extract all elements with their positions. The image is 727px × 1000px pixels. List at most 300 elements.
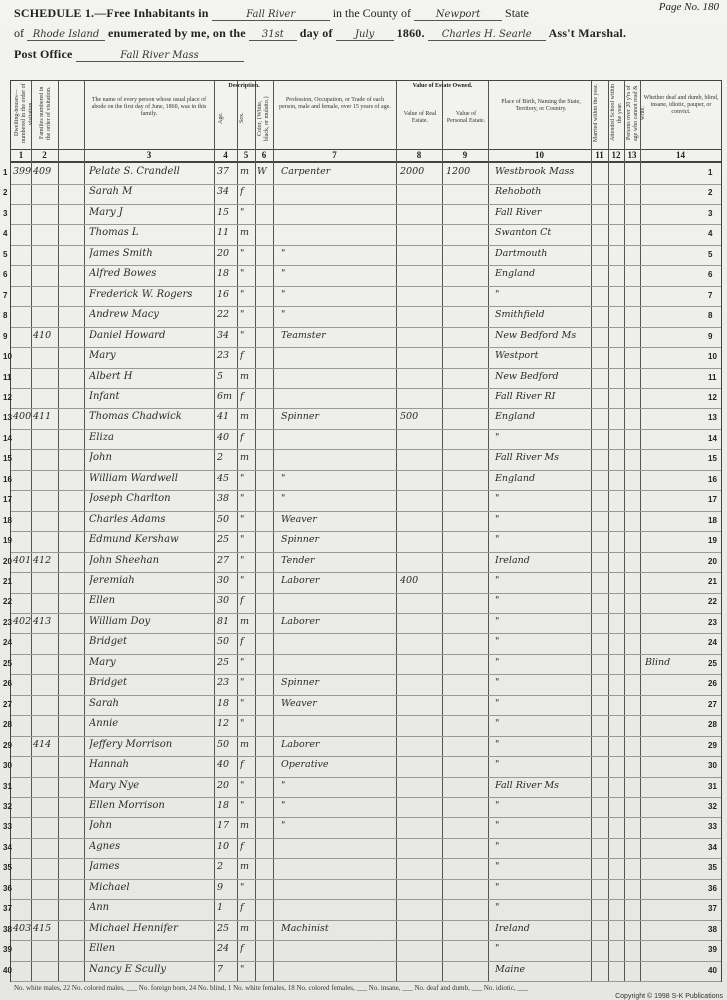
cell-name: Hannah [89, 759, 129, 771]
line-number-right: 30 [708, 761, 717, 771]
line-number-right: 17 [708, 495, 717, 505]
line-number: 27 [3, 699, 12, 709]
cell-color: W [257, 166, 267, 177]
cell-sex: " [240, 513, 245, 525]
line-number-right: 4 [708, 229, 713, 239]
table-row [3, 961, 721, 983]
cell-occ: " [281, 247, 286, 259]
col-header-real-estate: Value of Real Estate. [403, 111, 437, 124]
table-row [3, 756, 721, 778]
post-office-field: Fall River Mass [76, 50, 244, 62]
town-field: Fall River [212, 9, 330, 21]
col-header-school: Attended School within the year. [610, 84, 623, 142]
cell-real: 500 [400, 411, 419, 423]
cell-name: Sarah M [89, 186, 133, 198]
cell-birth: Fall River [495, 206, 542, 218]
header-line-3 [14, 47, 244, 62]
cell-birth: Swanton Ct [495, 227, 552, 239]
cell-occ: " [281, 799, 286, 811]
line-number-right: 38 [708, 924, 717, 934]
cell-name: Andrew Macy [89, 309, 159, 321]
cell-name: Daniel Howard [89, 329, 166, 341]
cell-birth: " [495, 697, 500, 709]
cell-age: 6m [217, 390, 233, 402]
line-number: 23 [3, 617, 12, 627]
col-header-age: Age. [218, 112, 224, 124]
of-label: of [14, 26, 24, 40]
cell-sex: f [240, 186, 244, 198]
cell-occ: " [281, 268, 286, 280]
cell-dw: 399 [13, 166, 31, 177]
line-number-right: 2 [708, 188, 713, 198]
table-row [3, 306, 721, 328]
cell-age: 2 [217, 452, 224, 464]
line-number-right: 1 [708, 168, 713, 177]
line-number-right: 9 [708, 331, 713, 341]
cell-name: William Wardwell [89, 472, 178, 484]
cell-name: Bridget [89, 677, 128, 689]
cell-sex: f [240, 431, 244, 443]
cell-real: 2000 [400, 166, 425, 177]
cell-occ: Machinist [281, 922, 329, 934]
month-field: July [336, 29, 394, 41]
line-number: 34 [3, 842, 12, 852]
table-row [3, 531, 721, 553]
line-number: 40 [3, 965, 12, 975]
cell-occ: Carpenter [281, 166, 331, 177]
table-row [3, 265, 721, 287]
table-row [3, 695, 721, 717]
line-number-right: 25 [708, 658, 717, 668]
line-number-right: 28 [708, 720, 717, 730]
cell-name: Infant [89, 390, 120, 402]
table-row [3, 940, 721, 962]
cell-sex: f [240, 759, 244, 771]
line-number: 31 [3, 781, 12, 791]
line-number: 15 [3, 454, 12, 464]
cell-age: 40 [217, 431, 230, 443]
cell-fam: 410 [33, 329, 52, 341]
line-number-right: 35 [708, 863, 717, 873]
line-number-right: 3 [708, 208, 713, 218]
line-number: 4 [3, 229, 8, 239]
table-row [3, 817, 721, 839]
cell-name: Frederick W. Rogers [89, 288, 193, 300]
col-header-name: The name of every person whose usual place of abode on the first day of June, 1860, was in this family. [91, 97, 207, 117]
line-number-right: 12 [708, 392, 717, 402]
line-number-right: 36 [708, 883, 717, 893]
cell-sex: " [240, 554, 245, 566]
table-row [3, 674, 721, 696]
cell-sex: " [240, 288, 245, 300]
cell-occ: Laborer [281, 615, 320, 627]
cell-sex: " [240, 247, 245, 259]
cell-name: John [89, 452, 112, 464]
line-number-right: 14 [708, 433, 717, 443]
col-header-color: Color, {White, black, or mulatto.} [257, 95, 270, 141]
cell-occ: Teamster [281, 329, 326, 341]
cell-age: 18 [217, 268, 230, 280]
state-label: State [505, 6, 530, 20]
line-number: 29 [3, 740, 12, 750]
cell-name: Jeremiah [89, 575, 135, 586]
cell-sex: " [240, 493, 245, 505]
cell-name: Michael Hennifer [89, 922, 178, 934]
cell-birth: " [495, 431, 500, 443]
cell-birth: " [495, 840, 500, 852]
cell-age: 11 [217, 227, 230, 239]
cell-deaf: Blind [645, 656, 671, 668]
line-number-right: 7 [708, 290, 713, 300]
header-line-2 [14, 26, 626, 41]
cell-birth: " [495, 759, 500, 771]
table-row [3, 286, 721, 308]
cell-birth: " [495, 881, 500, 893]
table-row [3, 224, 721, 246]
cell-occ: " [281, 472, 286, 484]
cell-pers: 1200 [446, 166, 471, 177]
line-number: 19 [3, 536, 12, 546]
cell-birth: " [495, 718, 500, 730]
cell-name: Pelate S. Crandell [89, 166, 180, 177]
line-number: 24 [3, 638, 12, 648]
cell-birth: " [495, 288, 500, 300]
cell-name: Mary [89, 656, 116, 668]
table-row [3, 552, 721, 574]
cell-age: 38 [217, 493, 230, 505]
cell-age: 2 [217, 861, 224, 873]
cell-age: 25 [217, 534, 230, 546]
cell-fam: 412 [33, 554, 52, 566]
cell-sex: m [240, 452, 250, 464]
cell-age: 20 [217, 247, 230, 259]
cell-age: 30 [217, 575, 230, 586]
line-number: 14 [3, 433, 12, 443]
cell-birth: " [495, 534, 500, 546]
cell-age: 25 [217, 656, 230, 668]
line-number: 38 [3, 924, 12, 934]
line-number-right: 23 [708, 617, 717, 627]
cell-name: Albert H [89, 370, 133, 382]
cell-sex: f [240, 390, 244, 402]
cell-occ: " [281, 309, 286, 321]
col-header-deaf-blind: Whether deaf and dumb, blind, insane, idiotic, pauper, or convict. [643, 95, 719, 115]
cell-sex: m [240, 738, 250, 750]
table-row [3, 368, 721, 390]
cell-age: 18 [217, 799, 230, 811]
cell-sex: " [240, 799, 245, 811]
cell-name: Annie [89, 718, 119, 730]
cell-age: 17 [217, 820, 230, 832]
cell-name: Jeffery Morrison [89, 738, 173, 750]
line-number: 39 [3, 945, 12, 955]
county-label: in the County of [332, 6, 412, 20]
col-number: 9 [462, 150, 468, 160]
line-number: 13 [3, 413, 12, 423]
line-number-right: 11 [708, 372, 717, 382]
cell-birth: " [495, 943, 500, 955]
cell-name: Edmund Kershaw [89, 534, 179, 546]
cell-occ: Spinner [281, 411, 320, 423]
line-number: 5 [3, 249, 8, 259]
cell-age: 25 [217, 922, 230, 934]
col-header-birthplace: Place of Birth, Naming the State, Territory, or Country. [501, 99, 581, 112]
cell-name: John Sheehan [89, 554, 160, 566]
table-row [3, 470, 721, 492]
cell-birth: Westbrook Mass [495, 166, 575, 177]
line-number: 30 [3, 761, 12, 771]
cell-name: William Doy [89, 615, 151, 627]
line-number: 3 [3, 208, 8, 218]
cell-sex: m [240, 411, 250, 423]
line-number-right: 31 [708, 781, 717, 791]
col-number: 10 [535, 150, 544, 160]
cell-sex: " [240, 718, 245, 730]
post-office-label: Post Office [14, 47, 73, 61]
table-row [3, 899, 721, 921]
table-row [3, 777, 721, 799]
line-number: 18 [3, 515, 12, 525]
line-number: 20 [3, 556, 12, 566]
cell-sex: " [240, 575, 245, 586]
table-row [3, 838, 721, 860]
cell-occ: Weaver [281, 697, 317, 709]
table-row [3, 490, 721, 512]
col-group-estate: Value of Estate Owned. [412, 83, 473, 89]
cell-age: 20 [217, 779, 230, 791]
cell-sex: m [240, 166, 250, 177]
col-number: 5 [243, 150, 249, 160]
col-number: 14 [676, 150, 685, 160]
line-number-right: 18 [708, 515, 717, 525]
table-row [3, 449, 721, 471]
table-row [3, 715, 721, 737]
cell-age: 50 [217, 738, 230, 750]
cell-sex: " [240, 472, 245, 484]
line-number-right: 8 [708, 311, 713, 321]
schedule-title: SCHEDULE 1.—Free Inhabitants in [14, 6, 209, 20]
cell-age: 7 [217, 963, 224, 975]
cell-name: Bridget [89, 636, 128, 648]
line-number: 7 [3, 290, 8, 300]
table-row [3, 429, 721, 451]
cell-birth: " [495, 861, 500, 873]
cell-birth: " [495, 595, 500, 607]
line-number-right: 6 [708, 270, 713, 280]
line-number-right: 26 [708, 679, 717, 689]
page-number: Page No. 180 [658, 1, 719, 13]
cell-sex: m [240, 922, 250, 934]
cell-age: 81 [217, 615, 230, 627]
col-number: 12 [611, 150, 621, 160]
cell-age: 23 [217, 677, 230, 689]
cell-birth: Fall River RI [495, 390, 556, 402]
table-row [3, 183, 721, 205]
col-number: 1 [18, 150, 24, 160]
col-number: 3 [146, 150, 152, 160]
cell-sex: m [240, 370, 250, 382]
cell-name: Agnes [89, 840, 121, 852]
line-number: 17 [3, 495, 12, 505]
col-number: 6 [261, 150, 267, 160]
cell-name: Mary Nye [89, 779, 140, 791]
cell-name: James Smith [89, 247, 153, 259]
cell-occ: " [281, 493, 286, 505]
cell-birth: Rehoboth [495, 186, 542, 198]
cell-age: 50 [217, 636, 230, 648]
cell-birth: " [495, 575, 500, 586]
col-header-married: Married within the year. [593, 84, 599, 142]
cell-occ: Laborer [281, 738, 320, 750]
cell-sex: " [240, 779, 245, 791]
table-row [3, 408, 721, 430]
cell-birth: Smithfield [495, 309, 545, 321]
cell-birth: New Bedford [495, 370, 559, 382]
cell-sex: f [240, 350, 244, 362]
table-row [3, 736, 721, 758]
cell-name: John [89, 820, 112, 832]
cell-birth: Fall River Ms [495, 452, 560, 464]
cell-age: 45 [217, 472, 230, 484]
cell-birth: Fall River Ms [495, 779, 560, 791]
cell-age: 16 [217, 288, 230, 300]
cell-age: 34 [217, 186, 230, 198]
cell-age: 37 [217, 166, 230, 177]
cell-name: Eliza [89, 431, 114, 443]
cell-name: Ann [89, 902, 110, 914]
cell-name: Sarah [89, 697, 119, 709]
marshal-field: Charles H. Searle [428, 29, 546, 41]
line-number: 33 [3, 822, 12, 832]
cell-occ: Operative [281, 759, 329, 771]
cell-name: Ellen Morrison [89, 799, 165, 811]
table-row [3, 879, 721, 901]
line-number: 1 [3, 168, 8, 177]
line-number-right: 22 [708, 597, 717, 607]
line-number-right: 34 [708, 842, 717, 852]
cell-fam: 409 [33, 166, 52, 177]
enumerated-label: enumerated by me, on the [108, 26, 246, 40]
cell-age: 50 [217, 513, 230, 525]
cell-occ: Spinner [281, 677, 320, 689]
col-number: 13 [627, 150, 637, 160]
line-number-right: 40 [708, 965, 717, 975]
line-number-right: 10 [708, 352, 717, 362]
col-number: 2 [42, 150, 47, 160]
line-number: 9 [3, 331, 8, 341]
col-number: 8 [416, 150, 422, 160]
line-number: 8 [3, 311, 8, 321]
table-row [3, 797, 721, 819]
cell-sex: f [240, 595, 244, 607]
cell-birth: " [495, 636, 500, 648]
line-number: 35 [3, 863, 12, 873]
line-number-right: 24 [708, 638, 717, 648]
cell-birth: Westport [495, 350, 539, 362]
line-number: 11 [3, 372, 12, 382]
cell-birth: " [495, 615, 500, 627]
line-number: 12 [3, 392, 12, 402]
col-header-occupation: Profession, Occupation, or Trade of each person, male and female, over 15 years of age. [279, 97, 391, 110]
cell-name: Ellen [89, 943, 116, 955]
cell-name: James [89, 861, 120, 873]
cell-age: 10 [217, 840, 230, 852]
col-number: 4 [223, 150, 228, 160]
line-number-right: 16 [708, 474, 717, 484]
table-row [3, 920, 721, 942]
cell-name: Thomas L [89, 227, 139, 239]
cell-sex: f [240, 840, 244, 852]
col-group-description: Description. [228, 83, 260, 89]
cell-sex: " [240, 329, 245, 341]
cell-birth: England [495, 472, 536, 484]
table-row [3, 511, 721, 533]
table-row [3, 592, 721, 614]
footer-tally: No. white males, 22 No. colored males, ___ No. foreign born, 24 No. blind, 1 No. white females, 18 No. colored females, ___ No. insane, ___ No. deaf and dumb, ___ No. idiotic, ___ [14, 984, 528, 992]
table-row [3, 388, 721, 410]
cell-birth: " [495, 738, 500, 750]
cell-occ: " [281, 779, 286, 791]
cell-age: 12 [217, 718, 230, 730]
cell-sex: " [240, 677, 245, 689]
cell-age: 5 [217, 370, 224, 382]
col-number: 7 [332, 150, 337, 160]
table-row [3, 204, 721, 226]
cell-occ: " [281, 288, 286, 300]
cell-name: Michael [89, 881, 130, 893]
cell-age: 22 [217, 309, 230, 321]
marshal-label: Ass't Marshal. [548, 26, 627, 40]
cell-birth: " [495, 820, 500, 832]
line-number: 25 [3, 658, 12, 668]
cell-name: Mary [89, 350, 116, 362]
cell-real: 400 [400, 575, 419, 586]
line-number: 26 [3, 679, 12, 689]
line-number-right: 21 [708, 577, 717, 586]
line-number-right: 13 [708, 413, 717, 423]
cell-birth: " [495, 513, 500, 525]
cell-fam: 411 [33, 411, 52, 423]
copyright-notice: Copyright © 1998 S-K Publications [615, 993, 723, 1000]
col-header-sex: Sex. [239, 112, 245, 124]
cell-birth: Ireland [495, 554, 530, 566]
cell-age: 18 [217, 697, 230, 709]
cell-birth: Ireland [495, 922, 530, 934]
table-row [3, 163, 721, 185]
cell-occ: Spinner [281, 534, 320, 546]
cell-dw: 403 [13, 922, 31, 934]
table-row [3, 327, 721, 349]
cell-sex: " [240, 268, 245, 280]
line-number: 36 [3, 883, 12, 893]
line-number-right: 32 [708, 801, 717, 811]
cell-occ: Laborer [281, 575, 320, 586]
line-number-right: 15 [708, 454, 717, 464]
line-number: 16 [3, 474, 12, 484]
cell-fam: 414 [33, 738, 52, 750]
cell-birth: England [495, 411, 536, 423]
cell-name: Ellen [89, 595, 116, 607]
cell-sex: m [240, 615, 250, 627]
cell-name: Nancy E Scully [89, 963, 166, 975]
day-of-label: day of [299, 26, 333, 40]
cell-sex: " [240, 206, 245, 218]
line-number-right: 5 [708, 249, 713, 259]
line-number: 32 [3, 801, 12, 811]
cell-sex: " [240, 963, 245, 975]
cell-age: 27 [217, 554, 230, 566]
line-number: 22 [3, 597, 12, 607]
